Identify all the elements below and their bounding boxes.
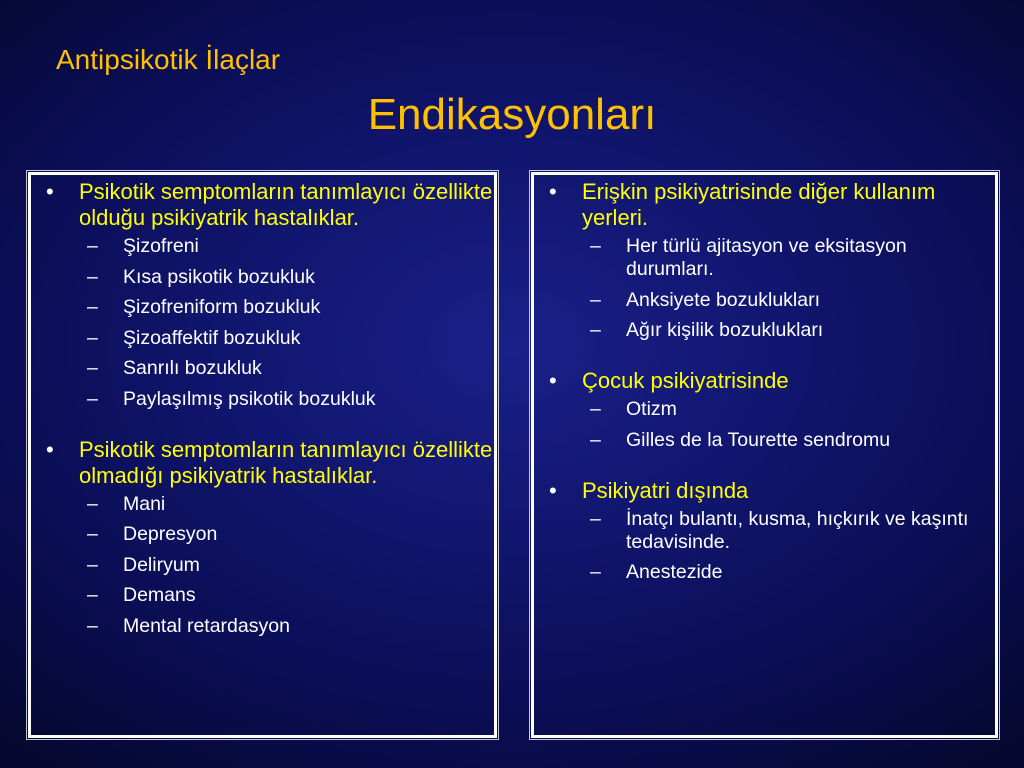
sub-item [580,319,995,342]
dash-marker: – [87,265,98,288]
dash-marker: – [590,235,601,257]
sub-item-text: Sanrılı bozukluk [123,357,262,379]
dash-marker: – [590,288,601,311]
right-bullet-list [534,175,995,584]
sub-item-text: Deliryum [123,553,200,576]
sub-item-text: Şizoaffektif bozukluk [123,326,301,349]
bullet-item [31,179,494,411]
sub-item-text: Paylaşılmış psikotik bozukluk [123,387,376,410]
dash-marker: – [590,561,601,583]
dash-marker: – [87,326,98,349]
sub-item [580,429,995,452]
bullet-item [534,478,995,585]
sub-item [77,357,494,380]
slide-title: Endikasyonları [367,90,657,139]
sub-item [77,388,494,411]
dash-marker: – [87,357,98,379]
sub-item [77,554,494,577]
sub-item [580,398,995,421]
left-bullet-list [31,175,494,638]
bullet-marker: • [46,179,54,204]
right-panel [531,172,998,738]
sub-item-text: Şizofreniform bozukluk [123,296,321,318]
sub-item [77,327,494,350]
dash-marker: – [87,584,98,606]
sub-item [77,266,494,289]
sub-list [582,235,995,342]
sub-item-text: Mani [123,492,166,515]
sub-item-text: İnatçı bulantı, kusma, hıçkırık ve kaşıntı tedavisinde. [626,507,969,553]
sub-item-text: Demans [123,584,196,606]
dash-marker: – [590,428,601,451]
dash-marker: – [87,523,98,545]
sub-list [582,508,995,585]
sub-item [77,615,494,638]
sub-item-text: Otizm [626,398,677,420]
dash-marker: – [87,235,98,257]
sub-item [580,289,995,312]
bullet-item [31,437,494,638]
sub-item-text: Gilles de la Tourette sendromu [626,428,891,451]
bullet-item [534,368,995,452]
sub-item [580,561,995,584]
sub-item-text: Her türlü ajitasyon ve eksitasyon durumları. [626,235,907,280]
bullet-text: Erişkin psikiyatrisinde diğer kullanım yerleri. [582,179,936,230]
sub-item [77,296,494,319]
bullet-item [534,179,995,342]
left-panel [28,172,497,738]
sub-item [77,235,494,258]
bullet-text: Çocuk psikiyatrisinde [582,368,789,393]
bullet-marker: • [549,179,557,204]
bullet-marker: • [549,477,557,503]
dash-marker: – [87,492,98,515]
sub-item-text: Depresyon [123,523,218,545]
sub-item [77,584,494,607]
dash-marker: – [87,296,98,318]
bullet-text: Psikotik semptomların tanımlayıcı özellikte olmadığı psikiyatrik hastalıklar. [79,436,493,488]
dash-marker: – [590,319,601,341]
sub-item-text: Şizofreni [123,235,199,257]
sub-item-text: Mental retardasyon [123,614,290,637]
sub-item-text: Anksiyete bozuklukları [626,288,821,311]
sub-list [582,398,995,452]
dash-marker: – [590,507,601,530]
sub-item-text: Ağır kişilik bozuklukları [626,319,824,341]
dash-marker: – [87,614,98,637]
bullet-marker: • [46,436,54,462]
dash-marker: – [590,398,601,420]
sub-item [77,523,494,546]
sub-item-text: Anestezide [626,561,723,583]
slide-subtitle: Antipsikotik İlaçlar [56,44,281,75]
sub-item-text: Kısa psikotik bozukluk [123,265,315,288]
bullet-text: Psikotik semptomların tanımlayıcı özellikte olduğu psikiyatrik hastalıklar. [79,179,493,230]
sub-item [580,508,995,554]
bullet-marker: • [549,368,557,393]
sub-item [77,493,494,516]
sub-item [580,235,995,281]
sub-list [79,235,494,411]
dash-marker: – [87,387,98,410]
sub-list [79,493,494,638]
dash-marker: – [87,553,98,576]
bullet-text: Psikiyatri dışında [582,477,749,503]
